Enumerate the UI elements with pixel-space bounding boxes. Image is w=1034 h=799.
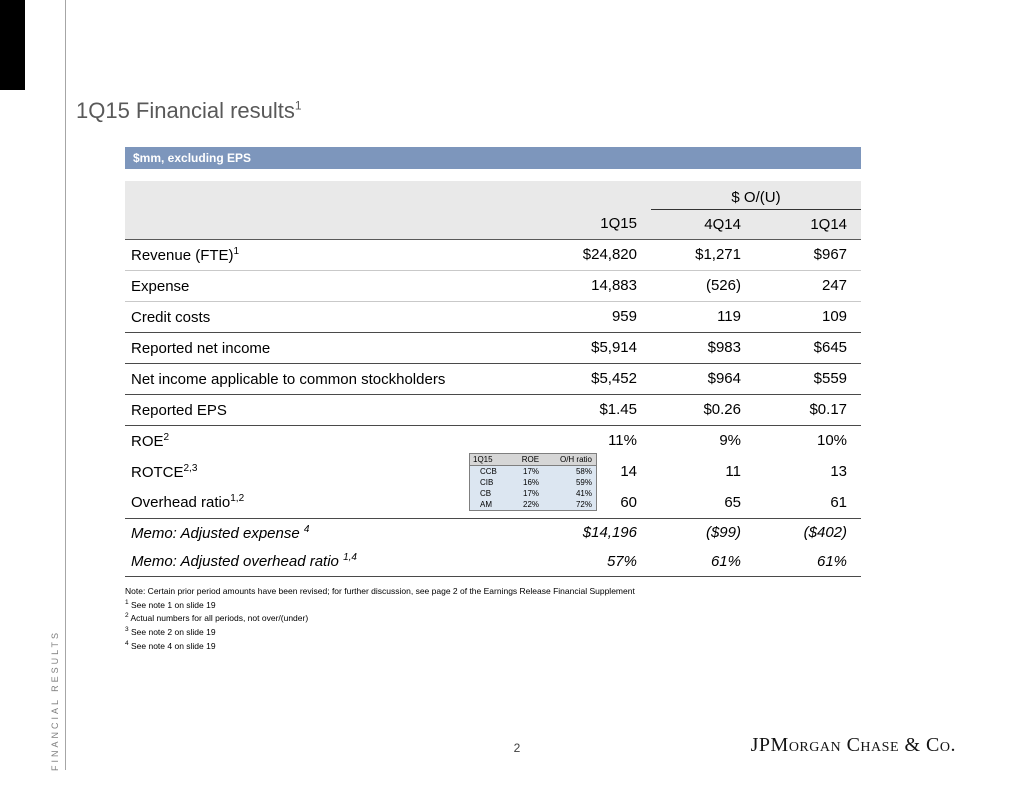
inset-header-row <box>470 454 596 466</box>
inset-header-1q15: 1Q15 <box>470 454 510 466</box>
footnote-marker: 3 <box>125 626 129 634</box>
cell-4q14: ($99) <box>705 524 741 542</box>
cell-1q15: $5,914 <box>535 332 651 363</box>
column-header-1q15: 1Q15 <box>535 209 651 239</box>
cell-1q14: 10% <box>816 432 848 450</box>
row-label <box>125 332 535 363</box>
inset-row <box>470 499 596 510</box>
inset-row <box>470 477 596 488</box>
row-label <box>125 547 535 576</box>
row-label-text: Net income applicable to common stockholders <box>131 370 446 388</box>
inset-segment-name: CIB <box>480 478 494 487</box>
column-header-4q14: 4Q14 <box>651 209 755 239</box>
footnote-ref: 1 <box>233 245 240 257</box>
footnote-ref: 2 <box>163 431 170 443</box>
financial-results-table <box>125 181 861 577</box>
row-label <box>125 363 535 394</box>
row-label-text: ROTCE <box>131 463 184 481</box>
cell-1q14: $645 <box>755 332 861 363</box>
inset-header-oh-ratio: O/H ratio <box>543 454 596 466</box>
cell-1q15: 14 <box>620 463 637 480</box>
inset-row <box>470 488 596 499</box>
cell-1q14: ($402) <box>803 524 848 542</box>
cell-4q14: (526) <box>651 270 755 301</box>
footnote-text: See note 2 on slide 19 <box>128 626 216 637</box>
cell-4q14: $1,271 <box>651 239 755 270</box>
slide-content <box>125 147 861 652</box>
row-label-text: Expense <box>131 277 190 295</box>
segment-roe-inset-table <box>469 453 597 511</box>
table-row <box>125 301 861 332</box>
row-label <box>125 239 535 270</box>
footnote <box>125 597 861 611</box>
table-row <box>125 332 861 363</box>
label-column-header <box>125 209 535 239</box>
cell-1q14: $0.17 <box>755 394 861 425</box>
row-label-text: Memo: Adjusted expense <box>131 524 300 542</box>
cell-4q14: 61% <box>651 547 755 576</box>
cell-1q14: $967 <box>755 239 861 270</box>
table-row-memo <box>125 547 861 576</box>
row-label-text: Revenue (FTE) <box>131 246 234 264</box>
column-header-row <box>125 209 861 239</box>
inset-roe-value: 17% <box>523 489 540 498</box>
cell-1q15: 11% <box>608 432 637 450</box>
over-under-header-row <box>125 181 861 209</box>
table-row <box>125 363 861 394</box>
inset-roe-value: 16% <box>523 478 540 487</box>
cell-1q15: 60 <box>535 487 651 518</box>
row-label <box>125 301 535 332</box>
footnote <box>125 638 861 652</box>
table-row <box>125 394 861 425</box>
inset-row <box>470 466 596 478</box>
inset-segment-name: AM <box>480 500 492 509</box>
cell-4q14: 119 <box>651 301 755 332</box>
cell-1q14: 109 <box>755 301 861 332</box>
page-title-text: 1Q15 Financial results <box>76 98 295 123</box>
row-label-text: Reported EPS <box>131 401 227 419</box>
footnote-text: See note 1 on slide 19 <box>128 599 216 610</box>
table-row <box>125 239 861 270</box>
row-label-text: Credit costs <box>131 308 211 326</box>
row-label <box>125 425 535 456</box>
cell-1q14: 61 <box>755 487 861 518</box>
footnote-ref: 2,3 <box>183 462 198 474</box>
cell-1q15: 57% <box>535 547 651 576</box>
cell-1q14: 61% <box>755 547 861 576</box>
table-title-bar: $mm, excluding EPS <box>125 147 861 169</box>
inset-oh-value: 41% <box>575 489 592 498</box>
cell-1q15: 14,883 <box>535 270 651 301</box>
row-label-text: ROE <box>131 432 164 450</box>
footnote-marker: 2 <box>125 612 129 620</box>
footnote-text: Actual numbers for all periods, not over/(under) <box>128 613 309 624</box>
footnote <box>125 624 861 638</box>
cell-1q15: $14,196 <box>582 524 637 542</box>
column-header-1q14: 1Q14 <box>755 209 861 239</box>
cell-1q15: $1.45 <box>535 394 651 425</box>
footnote-ref: 4 <box>303 523 310 535</box>
footnote-ref: 1,2 <box>230 493 245 505</box>
page-number: 2 <box>513 741 521 755</box>
cell-1q15: 959 <box>535 301 651 332</box>
over-under-header: $ O/(U) <box>651 181 861 209</box>
inset-oh-value: 59% <box>575 478 592 487</box>
cell-1q15: $5,452 <box>535 363 651 394</box>
sidebar-divider <box>65 0 66 770</box>
jpmorgan-chase-logo: JPMorgan Chase & Co. <box>750 734 956 756</box>
cell-1q14: 247 <box>755 270 861 301</box>
footnote-ref: 1,4 <box>343 552 357 564</box>
ou-spacer <box>125 181 651 209</box>
page-title <box>76 98 302 124</box>
row-label <box>125 270 535 301</box>
cell-4q14: $0.26 <box>651 394 755 425</box>
corner-black-bar <box>0 0 25 90</box>
row-label-text: Reported net income <box>131 339 271 357</box>
inset-header-roe: ROE <box>510 454 544 466</box>
inset-segment-name: CB <box>480 489 492 498</box>
inset-oh-value: 72% <box>575 500 592 509</box>
cell-4q14: $983 <box>651 332 755 363</box>
row-label-text: Memo: Adjusted overhead ratio <box>131 553 339 571</box>
cell-1q15: $24,820 <box>535 239 651 270</box>
inset-roe-value: 17% <box>523 467 540 476</box>
cell-1q14: $559 <box>755 363 861 394</box>
footnote <box>125 610 861 624</box>
row-label <box>125 518 535 547</box>
footnote <box>125 585 861 597</box>
footnote-text: See note 4 on slide 19 <box>128 640 216 651</box>
table-row <box>125 425 861 456</box>
sidebar-section-label: FINANCIAL RESULTS <box>50 629 60 771</box>
table-row-memo <box>125 518 861 547</box>
inset-roe-value: 22% <box>523 500 540 509</box>
cell-4q14: 11 <box>725 463 741 480</box>
footnotes <box>125 585 861 652</box>
cell-4q14: $964 <box>651 363 755 394</box>
page-title-footnote-ref: 1 <box>294 98 302 113</box>
cell-1q14: 13 <box>830 463 848 480</box>
inset-segment-name: CCB <box>480 467 497 476</box>
row-label <box>125 394 535 425</box>
row-label-text: Overhead ratio <box>131 494 231 512</box>
footnote-marker: 4 <box>125 639 129 647</box>
footnote-marker: 1 <box>125 598 129 606</box>
table-row <box>125 270 861 301</box>
footnote-text: Note: Certain prior period amounts have been revised; for further discussion, see page 2 of the Earnings Release Financial Supplement <box>125 585 635 596</box>
cell-4q14: 65 <box>651 487 755 518</box>
inset-oh-value: 58% <box>575 467 592 476</box>
cell-4q14: 9% <box>719 432 741 450</box>
